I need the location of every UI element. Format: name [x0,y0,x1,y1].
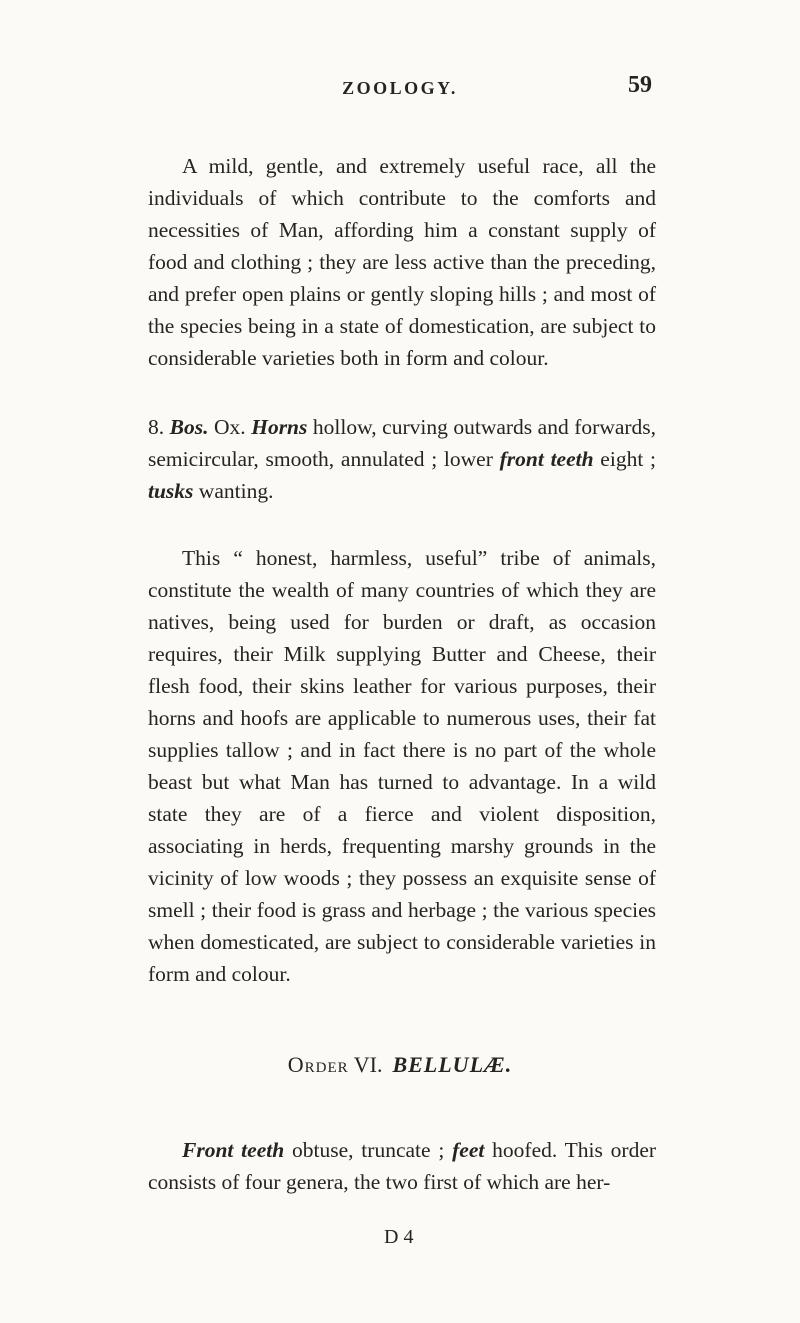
tusks-description: wanting. [198,479,274,503]
running-head: ZOOLOGY. [342,78,458,98]
genus-number: 8. [148,415,165,439]
page-number: 59 [628,72,652,98]
front-teeth-belluae-description: obtuse, truncate ; [292,1138,445,1162]
feet-description: hoofed. This order consists of four genera, the two first of which are her- [148,1138,657,1194]
horns-description: hollow, curving outwards and forwards, semicircular, smooth, annulated ; lower [148,415,657,471]
term-horns: Horns [251,415,308,439]
page-header [0,72,800,112]
paragraph-ox-description: This “ honest, harmless, useful” tribe of animals, constitute the wealth of many countries of which they are natives, being used for burden or draft, as occasion requires, their Milk supplying Butter and Cheese, their flesh food, their skins leather for various purposes, their horns and hoofs are applicable to numerous uses, their fat supplies tallow ; and in fact there is no part of the whole beast but what Man has turned to advantage. In a wild state they are of a fierce and violent disposition, associating in herds, frequenting marshy grounds in the vicinity of low woods ; they possess an exquisite sense of smell ; their food is grass and herbage ; the various species when domesticated, are subject to considerable varieties in form and colour. [148,546,656,986]
term-tusks: tusks [148,479,194,503]
printer-signature-mark: D 4 [384,1226,414,1248]
term-feet: feet [452,1138,485,1162]
paragraph-genus-bos [148,411,656,507]
genus-name: Bos. [169,415,209,439]
term-front-teeth: front teeth [499,447,594,471]
term-front-teeth-belluae: Front teeth [182,1138,285,1162]
order-numeral: VI. [353,1052,383,1077]
order-heading [0,1052,800,1078]
paragraph-belluae [148,1134,656,1198]
front-teeth-description: eight ; [600,447,656,471]
order-label: Order [287,1052,349,1077]
genus-common-name: Ox. [214,415,246,439]
order-name: BELLULÆ. [392,1052,513,1077]
paragraph-ruminantia-description: A mild, gentle, and extremely useful race, all the individuals of which contribute to the comforts and necessities of Man, affording him a constant supply of food and clothing ; they are less active than the preceding, and prefer open plains or gently sloping hills ; and most of the species being in a state of domestication, are subject to considerable varieties both in form and colour. [148,154,656,370]
